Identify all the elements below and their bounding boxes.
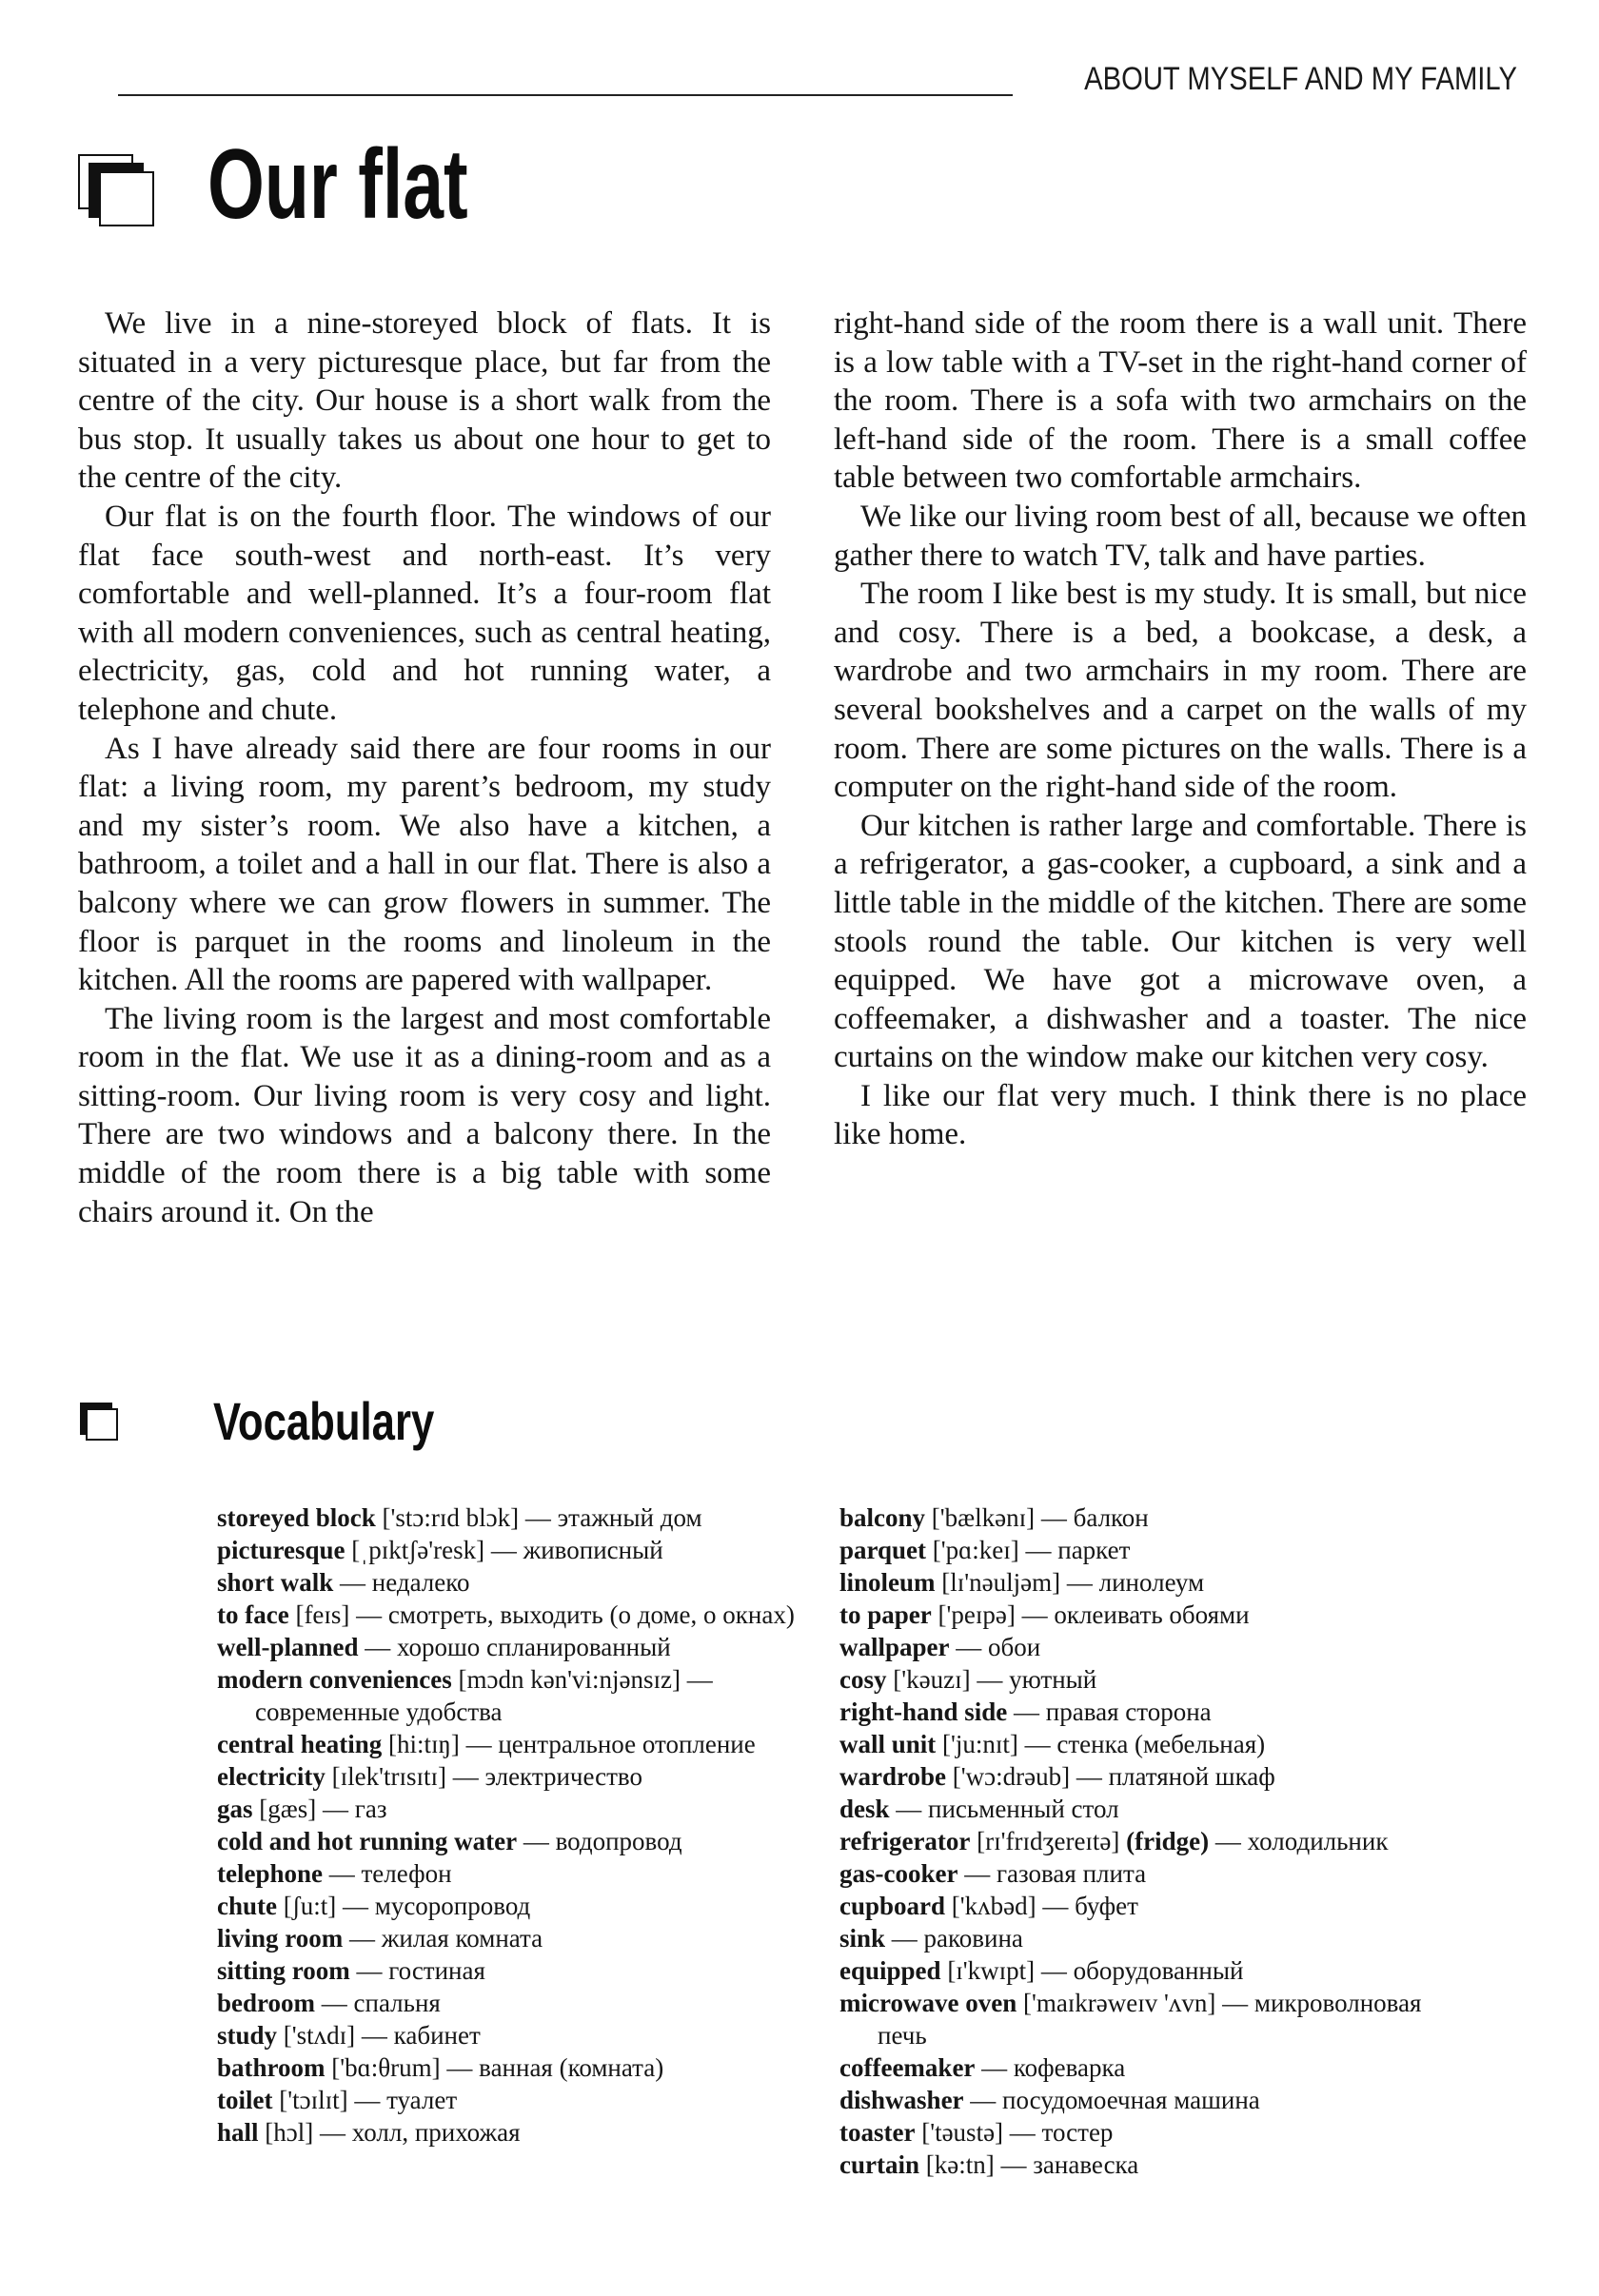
- vocabulary-translation: письменный стол: [928, 1795, 1119, 1823]
- vocabulary-term: bedroom: [217, 1989, 316, 2017]
- vocabulary-translation: балкон: [1073, 1503, 1149, 1532]
- vocabulary-translation: буфет: [1075, 1892, 1138, 1920]
- vocabulary-entry: chute [ʃu:t] — мусоропровод: [217, 1892, 531, 1920]
- vocabulary-entry: cold and hot running water — водопровод: [217, 1827, 682, 1855]
- vocabulary-entry: telephone — телефон: [217, 1859, 452, 1888]
- page-title: Our flat: [207, 129, 468, 240]
- vocabulary-title: Vocabulary: [213, 1391, 435, 1451]
- vocabulary-entry: cupboard ['kʌbəd] — буфет: [839, 1892, 1138, 1920]
- vocabulary-entry: picturesque [ˌpɪktʃə'resk] — живописный: [217, 1536, 663, 1564]
- vocabulary-translation: газ: [354, 1795, 387, 1823]
- vocabulary-term: gas-cooker: [839, 1859, 958, 1888]
- vocabulary-term: balcony: [839, 1503, 926, 1532]
- vocabulary-translation: занавеска: [1033, 2150, 1139, 2179]
- vocabulary-entry: electricity [ɪlek'trɪsɪtɪ] — электричество: [217, 1762, 642, 1791]
- vocabulary-transcription: [hi:tɪŋ]: [387, 1730, 460, 1758]
- vocabulary-translation: оклеивать обоями: [1054, 1600, 1250, 1629]
- vocabulary-term: central heating: [217, 1730, 383, 1758]
- vocabulary-translation: телефон: [361, 1859, 452, 1888]
- vocabulary-term: bathroom: [217, 2053, 326, 2082]
- vocabulary-term: well-planned: [217, 1633, 359, 1661]
- vocabulary-term: gas: [217, 1795, 253, 1823]
- vocabulary-translation: микроволновая печь: [878, 1989, 1422, 2050]
- vocabulary-term: right-hand side: [839, 1697, 1008, 1726]
- vocabulary-transcription: [lɪ'nəuljəm]: [941, 1568, 1061, 1597]
- vocabulary-transcription: [mɔdn kən'vi:njənsɪz]: [458, 1665, 681, 1694]
- article-paragraph: Our kitchen is rather large and comfortable. There is a refrigerator, a gas-cooker, a cupboard, a sink and a little table in the middle of the kitchen. There are some stools round the table. Our kitchen is very well equipped. We have got a microwave oven, a coffeemaker, a dishwasher and a toaster. The nice curtains on the window make our kitchen very cosy.: [834, 808, 1527, 1075]
- vocabulary-translation: живописный: [523, 1536, 663, 1564]
- vocabulary-entry: cosy ['kəuzɪ] — уютный: [839, 1665, 1097, 1694]
- vocabulary-translation: кофеварка: [1013, 2053, 1126, 2082]
- vocabulary-translation: хорошо спланированный: [397, 1633, 671, 1661]
- vocabulary-transcription: ['stɔ:rɪd blɔk]: [382, 1503, 520, 1532]
- article-paragraph: The living room is the largest and most comfortable room in the flat. We use it as a dining-room and as a sitting-room. Our living room is very cosy and light. There are two windows and a balcony there. In the middle of the room there is a big table with some chairs around it. On the: [78, 1001, 771, 1229]
- vocabulary-translation: линолеум: [1098, 1568, 1205, 1597]
- vocabulary-transcription: ['wɔ:drəub]: [952, 1762, 1071, 1791]
- vocabulary-term: sitting room: [217, 1956, 350, 1985]
- vocabulary-entry: gas [gæs] — газ: [217, 1795, 387, 1823]
- square-front: [86, 1408, 118, 1441]
- vocabulary-entry: dishwasher — посудомоечная машина: [839, 2086, 1260, 2114]
- vocabulary-transcription: ['stʌdɪ]: [283, 2021, 356, 2050]
- header-rule: [118, 94, 1013, 96]
- vocabulary-term: hall: [217, 2118, 259, 2147]
- vocabulary-translation: современные удобства: [255, 1697, 503, 1726]
- vocabulary-transcription: ['peɪpə]: [938, 1600, 1016, 1629]
- vocabulary-translation: недалеко: [371, 1568, 470, 1597]
- vocabulary-entry: parquet ['pɑ:keɪ] — паркет: [839, 1536, 1131, 1564]
- vocabulary-transcription: [ˌpɪktʃə'resk]: [351, 1536, 485, 1564]
- vocabulary-translation: кабинет: [393, 2021, 481, 2050]
- vocabulary-translation: платяной шкаф: [1108, 1762, 1275, 1791]
- vocabulary-entry: toaster ['təustə] — тостер: [839, 2118, 1114, 2147]
- article-paragraph: The room I like best is my study. It is small, but nice and cosy. There is a bed, a bookcase, a desk, a wardrobe and two armchairs in my room. There are several bookshelves and a carpet on the walls of my room. There are some pictures on the walls. There is a computer on the right-hand side of the room.: [834, 577, 1527, 805]
- vocabulary-transcription: [kə:tn]: [925, 2150, 995, 2179]
- vocabulary-transcription: ['maɪkrəweɪv 'ʌvn]: [1022, 1989, 1216, 2017]
- vocabulary-transcription: ['bælkənɪ]: [931, 1503, 1036, 1532]
- vocabulary-entry: sitting room — гостиная: [217, 1956, 485, 1985]
- vocabulary-term: curtain: [839, 2150, 919, 2179]
- vocabulary-translation: спальня: [353, 1989, 441, 2017]
- vocabulary-translation: посудомоечная машина: [1002, 2086, 1260, 2114]
- vocabulary-transcription: ['bɑ:θrum]: [331, 2053, 441, 2082]
- vocabulary-entry: storeyed block ['stɔ:rɪd blɔk] — этажный дом: [217, 1503, 702, 1532]
- vocabulary-transcription: [rɪ'frɪdʒereɪtə]: [977, 1827, 1120, 1855]
- vocabulary-term: short walk: [217, 1568, 334, 1597]
- vocabulary-translation: жилая комната: [381, 1924, 543, 1953]
- vocabulary-term: equipped: [839, 1956, 941, 1985]
- vocabulary-translation: центральное отопление: [498, 1730, 756, 1758]
- vocabulary-entry: well-planned — хорошо спланированный: [217, 1633, 671, 1661]
- vocabulary-translation: холодильник: [1247, 1827, 1389, 1855]
- vocabulary-translation: газовая плита: [996, 1859, 1147, 1888]
- vocabulary-term: storeyed block: [217, 1503, 376, 1532]
- vocabulary-translation: водопровод: [555, 1827, 682, 1855]
- vocabulary-translation: ванная (комната): [479, 2053, 664, 2082]
- vocabulary-transcription: [feɪs]: [295, 1600, 350, 1629]
- vocabulary-entry: gas-cooker — газовая плита: [839, 1859, 1147, 1888]
- vocabulary-entry: balcony ['bælkənɪ] — балкон: [839, 1503, 1149, 1532]
- vocabulary-term: living room: [217, 1924, 344, 1953]
- vocabulary-term: wallpaper: [839, 1633, 950, 1661]
- vocabulary-term: linoleum: [839, 1568, 936, 1597]
- vocabulary-term: picturesque: [217, 1536, 345, 1564]
- vocabulary-entry: toilet ['tɔɪlɪt] — туалет: [217, 2086, 458, 2114]
- vocabulary-entry: hall [hɔl] — холл, прихожая: [217, 2118, 521, 2147]
- vocabulary-term: cold and hot running water: [217, 1827, 518, 1855]
- vocabulary-entry: desk — письменный стол: [839, 1795, 1119, 1823]
- article-paragraph: We live in a nine-storeyed block of flats. It is situated in a very picturesque place, but far from the centre of the city. Our house is a short walk from the bus stop. It usually takes us about one hour to get to the centre of the city.: [78, 306, 771, 496]
- vocabulary-column-left: [217, 1501, 826, 2149]
- vocabulary-transcription: ['ju:nɪt]: [942, 1730, 1018, 1758]
- vocabulary-term: parquet: [839, 1536, 927, 1564]
- vocabulary-translation: раковина: [923, 1924, 1023, 1953]
- vocabulary-term: desk: [839, 1795, 890, 1823]
- vocabulary-translation: паркет: [1057, 1536, 1131, 1564]
- article-paragraph: right-hand side of the room there is a wall unit. There is a low table with a TV-set in the right-hand corner of the room. There is a sofa with two armchairs on the left-hand side of the room. There is a small coffee table between two comfortable armchairs.: [834, 306, 1527, 496]
- vocabulary-term: microwave oven: [839, 1989, 1017, 2017]
- vocabulary-transcription: ['kʌbəd]: [951, 1892, 1036, 1920]
- article-column-right: [834, 304, 1527, 1154]
- vocabulary-transcription: [ɪ'kwɪpt]: [947, 1956, 1036, 1985]
- vocabulary-term: modern conveniences: [217, 1665, 452, 1694]
- vocabulary-column-right: [839, 1501, 1449, 2181]
- vocabulary-term: refrigerator: [839, 1827, 971, 1855]
- vocabulary-transcription: [hɔl]: [265, 2118, 314, 2147]
- vocabulary-term: cupboard: [839, 1892, 946, 1920]
- article-column-left: [78, 304, 771, 1231]
- vocabulary-transcription: ['pɑ:keɪ]: [932, 1536, 1019, 1564]
- vocabulary-term: study: [217, 2021, 278, 2050]
- vocabulary-alternative: (fridge): [1126, 1827, 1210, 1855]
- vocabulary-transcription: [gæs]: [259, 1795, 317, 1823]
- vocabulary-term: electricity: [217, 1762, 326, 1791]
- vocabulary-translation: туалет: [386, 2086, 458, 2114]
- vocabulary-term: cosy: [839, 1665, 887, 1694]
- vocabulary-term: coffeemaker: [839, 2053, 976, 2082]
- vocabulary-entry: refrigerator [rɪ'frɪdʒereɪtə] (fridge) — холодильник: [839, 1827, 1389, 1855]
- vocabulary-entry: wallpaper — обои: [839, 1633, 1041, 1661]
- vocabulary-term: sink: [839, 1924, 886, 1953]
- vocabulary-translation: обои: [988, 1633, 1041, 1661]
- vocabulary-term: to paper: [839, 1600, 932, 1629]
- vocabulary-term: chute: [217, 1892, 277, 1920]
- vocabulary-term: to face: [217, 1600, 289, 1629]
- vocabulary-transcription: ['təustə]: [921, 2118, 1004, 2147]
- running-header: [118, 57, 1517, 105]
- vocabulary-entry: to face [feɪs] — смотреть, выходить (о доме, о окнах): [217, 1600, 795, 1629]
- vocabulary-translation: холл, прихожая: [351, 2118, 521, 2147]
- vocabulary-translation: мусоропровод: [374, 1892, 531, 1920]
- stacked-squares-icon: [80, 1403, 120, 1442]
- vocabulary-entry: right-hand side — правая сторона: [839, 1697, 1212, 1726]
- vocabulary-translation: оборудованный: [1073, 1956, 1244, 1985]
- vocabulary-translation: правая сторона: [1045, 1697, 1212, 1726]
- square-front: [99, 171, 154, 226]
- vocabulary-entry: coffeemaker — кофеварка: [839, 2053, 1126, 2082]
- vocabulary-term: toaster: [839, 2118, 916, 2147]
- vocabulary-entry: bedroom — спальня: [217, 1989, 441, 2017]
- vocabulary-transcription: ['tɔɪlɪt]: [279, 2086, 348, 2114]
- vocabulary-entry: short walk — недалеко: [217, 1568, 470, 1597]
- vocabulary-transcription: ['kəuzɪ]: [893, 1665, 971, 1694]
- article-paragraph: Our flat is on the fourth floor. The windows of our flat face south-west and north-east. It’s very comfortable and well-planned. It’s a four-room flat with all modern conveniences, such as central heating, electricity, gas, cold and hot running water, a telephone and chute.: [78, 499, 771, 727]
- article-paragraph: We like our living room best of all, because we often gather there to watch TV, talk and have parties.: [834, 499, 1527, 573]
- vocabulary-entry: curtain [kə:tn] — занавеска: [839, 2150, 1139, 2179]
- vocabulary-term: wall unit: [839, 1730, 937, 1758]
- vocabulary-entry: modern conveniences [mɔdn kən'vi:njənsɪz] — современные удобства: [217, 1665, 713, 1726]
- vocabulary-term: dishwasher: [839, 2086, 964, 2114]
- vocabulary-translation: стенка (мебельная): [1056, 1730, 1266, 1758]
- vocabulary-entry: wall unit ['ju:nɪt] — стенка (мебельная): [839, 1730, 1266, 1758]
- vocabulary-translation: электричество: [484, 1762, 642, 1791]
- vocabulary-transcription: [ʃu:t]: [283, 1892, 337, 1920]
- vocabulary-translation: уютный: [1009, 1665, 1097, 1694]
- vocabulary-entry: to paper ['peɪpə] — оклеивать обоями: [839, 1600, 1250, 1629]
- vocabulary-entry: bathroom ['bɑ:θrum] — ванная (комната): [217, 2053, 664, 2082]
- vocabulary-entry: living room — жилая комната: [217, 1924, 543, 1953]
- vocabulary-entry: microwave oven ['maɪkrəweɪv 'ʌvn] — микроволновая печь: [839, 1989, 1422, 2050]
- running-title: ABOUT MYSELF AND MY FAMILY: [1084, 61, 1517, 97]
- vocabulary-entry: equipped [ɪ'kwɪpt] — оборудованный: [839, 1956, 1244, 1985]
- vocabulary-translation: этажный дом: [557, 1503, 702, 1532]
- vocabulary-translation: тостер: [1041, 2118, 1114, 2147]
- vocabulary-term: telephone: [217, 1859, 323, 1888]
- vocabulary-translation: гостиная: [388, 1956, 485, 1985]
- vocabulary-term: wardrobe: [839, 1762, 946, 1791]
- vocabulary-entry: central heating [hi:tɪŋ] — центральное отопление: [217, 1730, 756, 1758]
- vocabulary-translation: смотреть, выходить (о доме, о окнах): [387, 1600, 795, 1629]
- vocabulary-entry: linoleum [lɪ'nəuljəm] — линолеум: [839, 1568, 1205, 1597]
- vocabulary-term: toilet: [217, 2086, 273, 2114]
- vocabulary-transcription: [ɪlek'trɪsɪtɪ]: [331, 1762, 446, 1791]
- vocabulary-entry: sink — раковина: [839, 1924, 1023, 1953]
- article-paragraph: I like our flat very much. I think there is no place like home.: [834, 1078, 1527, 1152]
- vocabulary-entry: wardrobe ['wɔ:drəub] — платяной шкаф: [839, 1762, 1275, 1791]
- article-paragraph: As I have already said there are four rooms in our flat: a living room, my parent’s bedroom, my study and my sister’s room. We also have a kitchen, a bathroom, a toilet and a hall in our flat. There is also a balcony where we can grow flowers in summer. The floor is parquet in the rooms and linoleum in the kitchen. All the rooms are papered with wallpaper.: [78, 731, 771, 998]
- vocabulary-entry: study ['stʌdɪ] — кабинет: [217, 2021, 481, 2050]
- stacked-squares-icon: [78, 154, 154, 228]
